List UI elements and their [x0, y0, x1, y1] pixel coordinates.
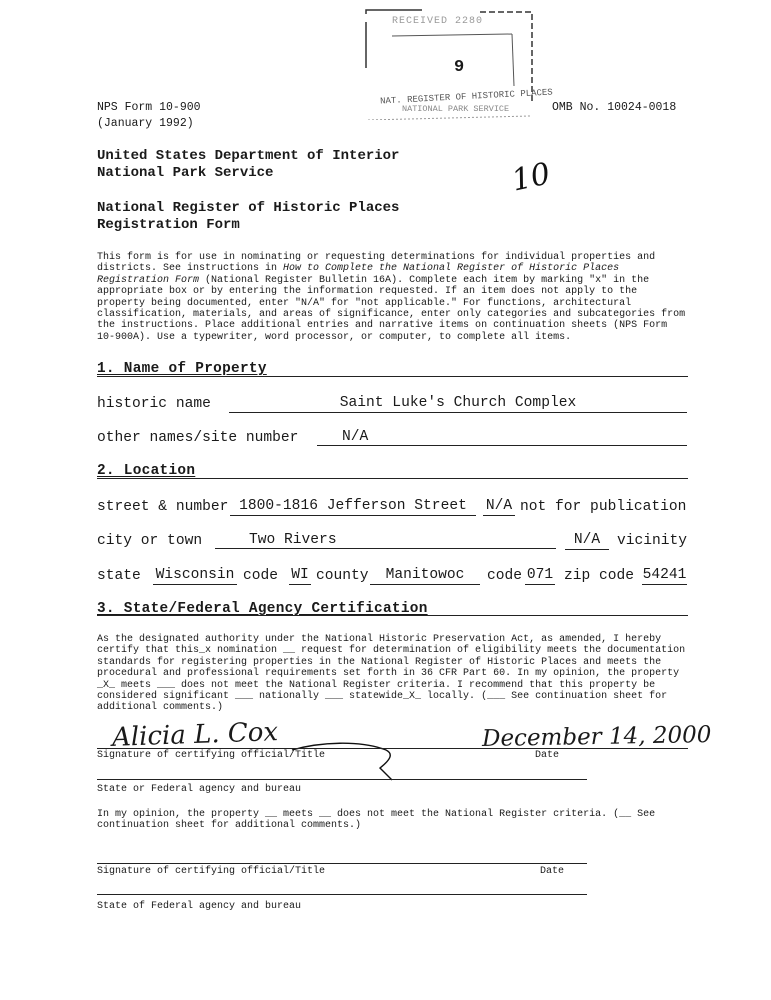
zip-field[interactable]: 54241	[642, 567, 687, 583]
stamp-line2: NATIONAL PARK SERVICE	[402, 104, 510, 114]
street-field[interactable]: 1800-1816 Jefferson Street	[230, 498, 476, 516]
county-label: county	[316, 568, 369, 584]
agency-line-2	[97, 894, 587, 895]
agency-line	[97, 779, 587, 780]
section3-rule	[97, 615, 688, 616]
state-label: state	[97, 568, 141, 584]
handwritten-date: December 14, 2000	[481, 722, 712, 752]
agency-label-2: State of Federal agency and bureau	[97, 901, 302, 912]
stamp-received-text: RECEIVED 2280	[392, 16, 484, 27]
instructions-paragraph	[97, 252, 691, 343]
vicinity-label: vicinity	[617, 533, 688, 549]
certification-paragraph: As the designated authority under the National Historic Preservation Act, as amended, I hereby certify that this_x nomination __ request for determination of eligibility meets the documentation standards for registering properties in the National Register of Historic Places and meets the procedural and professional requirements set forth in 36 CFR Part 60. In my opinion, the property _X_ meets ___ does not meet the National Register criteria. I recommend that this property be considered significant ___ nationally ___ statewide_X_ locally. (___ See continuation sheet for additional comments.)	[97, 634, 686, 714]
section3-heading: 3. State/Federal Agency Certification	[97, 601, 428, 617]
received-stamp	[362, 8, 553, 120]
handwritten-mark: 10	[508, 156, 554, 199]
state-field[interactable]: Wisconsin	[153, 567, 237, 585]
instructions-text-1: This form is for use in nominating or requesting determinations for individual properties and districts. See instructions in	[97, 252, 656, 275]
county-code-field[interactable]: 071	[526, 567, 554, 583]
county-code-label: code	[487, 568, 523, 584]
not-for-publication-label: not for publication	[520, 499, 687, 515]
vicinity-field[interactable]: N/A	[565, 532, 609, 550]
instructions-reference-title: How to Complete the National Register of Historic Places Registration Form	[97, 263, 620, 286]
omb-number: OMB No. 10024-0018	[552, 101, 677, 114]
other-names-field[interactable]: N/A	[317, 429, 687, 446]
service-title: National Park Service	[97, 165, 274, 181]
section1-rule	[97, 376, 688, 377]
historic-name-label: historic name	[97, 396, 211, 412]
city-label: city or town	[97, 533, 203, 549]
opinion-paragraph: In my opinion, the property __ meets __ does not meet the National Register criteria. (__ See continuation sheet for additional comments.)	[97, 809, 656, 832]
state-code-field[interactable]: WI	[289, 567, 311, 585]
historic-name-field[interactable]: Saint Luke's Church Complex	[229, 395, 687, 413]
form-number: NPS Form 10-900	[97, 101, 201, 114]
stamp-line1: NAT. REGISTER OF HISTORIC PLACES	[379, 87, 553, 107]
agency-label: State or Federal agency and bureau	[97, 784, 302, 795]
section2-heading: 2. Location	[97, 463, 196, 479]
form-title-line1: National Register of Historic Places	[97, 200, 400, 216]
form-date: (January 1992)	[97, 117, 194, 130]
signature-label-2: Signature of certifying official/Title	[97, 866, 326, 877]
handwritten-signature: Alicia L. Cox	[111, 717, 279, 753]
not-for-publication-field[interactable]: N/A	[483, 498, 515, 516]
signature-label: Signature of certifying official/Title	[97, 750, 326, 761]
section2-rule	[97, 478, 688, 479]
form-title-line2: Registration Form	[97, 217, 240, 233]
stamp-number: 9	[454, 58, 465, 77]
zip-label: zip code	[564, 568, 635, 584]
city-field[interactable]: Two Rivers	[215, 532, 556, 549]
county-field[interactable]: Manitowoc	[370, 567, 480, 585]
state-code-label: code	[243, 568, 279, 584]
section1-heading: 1. Name of Property	[97, 361, 267, 377]
signature-line	[97, 748, 688, 749]
date-label: Date	[535, 750, 560, 761]
date-label-2: Date	[540, 866, 565, 877]
street-label: street & number	[97, 499, 229, 515]
signature-line-2	[97, 863, 587, 864]
instructions-text-2: (National Register Bulletin 16A). Complete each item by marking "x" in the appropriate box or by entering the information requested. If an item does not apply to the property being documented, enter "N/A" for "not applicable." For functions, architectural classification, materials, and areas of significance, enter only categories and subcategories from the instructions. Place additional entries and narrative items on continuation sheets (NPS Form 10-900A). Use a typewriter, word processor, or computer, to complete all items.	[97, 274, 686, 343]
department-title: United States Department of Interior	[97, 148, 400, 164]
other-names-label: other names/site number	[97, 430, 299, 446]
